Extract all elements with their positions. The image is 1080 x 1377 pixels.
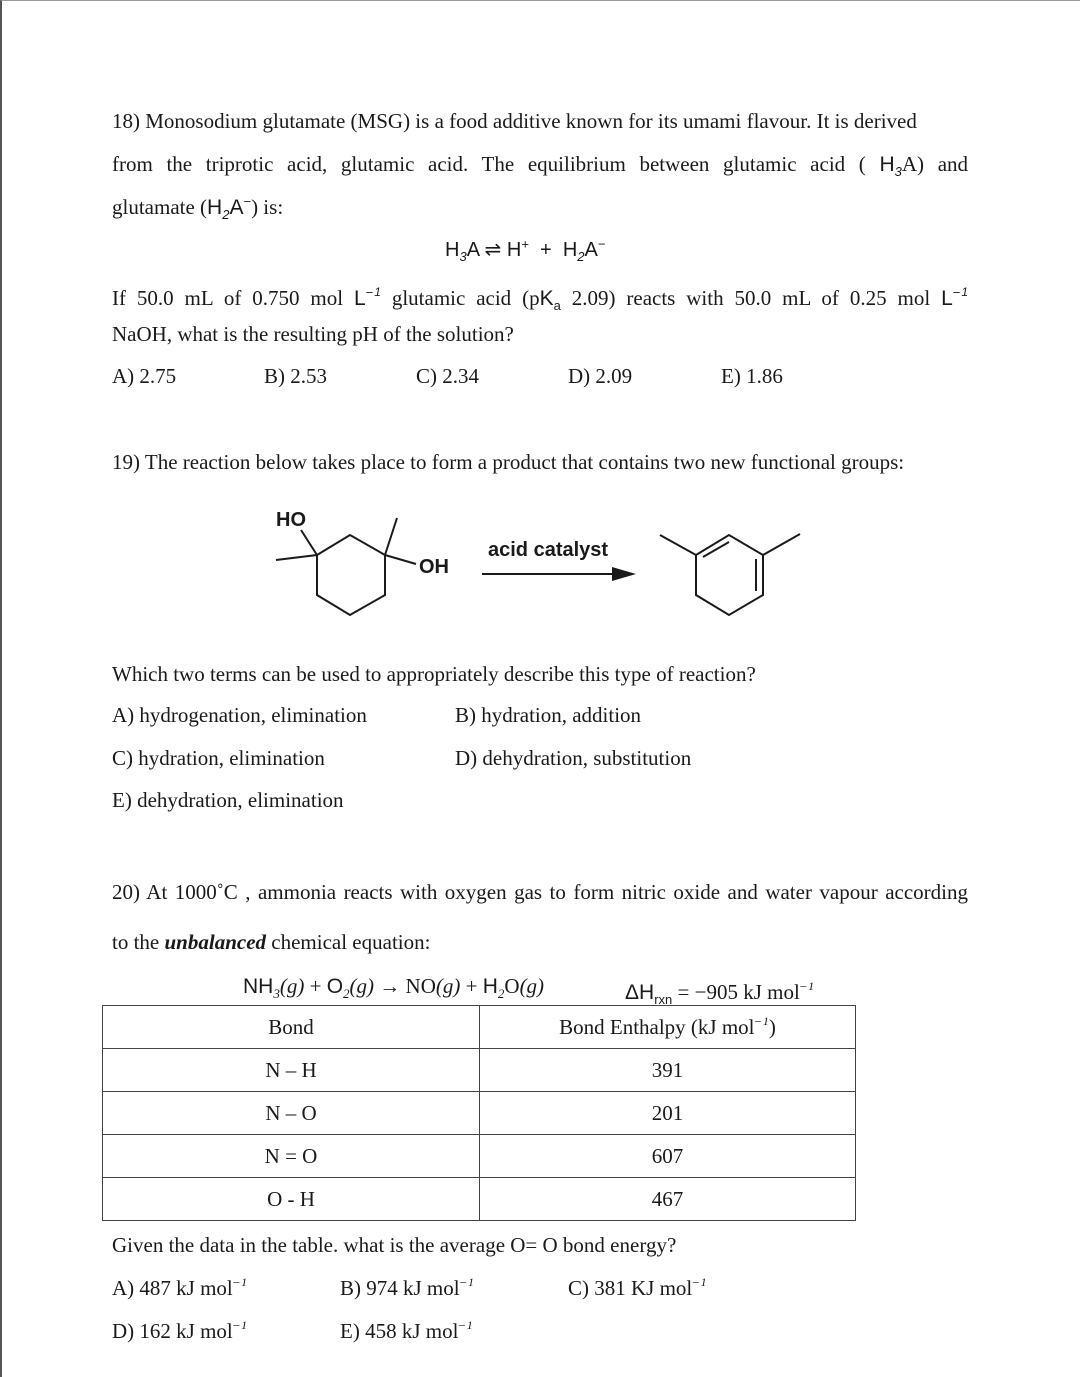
eq-right-sub: 2 bbox=[577, 249, 585, 264]
table-header-exp: − bbox=[754, 1014, 762, 1029]
eq-plus: + bbox=[540, 239, 552, 261]
formula-h2a-charge: − bbox=[243, 194, 252, 209]
opt-exp-one: 1 bbox=[241, 1275, 248, 1289]
bond-enthalpy-table bbox=[102, 1005, 856, 1221]
q18-line-2-end: and bbox=[937, 152, 969, 176]
unit-exp-sign: − bbox=[952, 285, 961, 300]
formula-h2a-h: H bbox=[207, 196, 223, 219]
eq-no: NO bbox=[405, 974, 436, 998]
q18-option-c: C) 2.34 bbox=[416, 364, 479, 388]
opt-exp: − bbox=[459, 1275, 467, 1290]
q20-enthalpy bbox=[625, 973, 814, 1006]
product-ring bbox=[696, 535, 763, 615]
unit-exp-sign: − bbox=[365, 285, 374, 300]
eq-left-h: H bbox=[445, 239, 460, 261]
bond-cell: N – O bbox=[103, 1092, 480, 1135]
table-row bbox=[103, 1049, 856, 1092]
q20-unbalanced-emphasis: unbalanced bbox=[164, 930, 267, 954]
q19-line-1: 19) The reaction below takes place to form a product that contains two new functional groups: bbox=[112, 450, 905, 474]
q20-question: Given the data in the table. what is the average O= O bond energy? bbox=[112, 1233, 677, 1257]
unit-l: L bbox=[941, 287, 953, 310]
formula-h2a-sub: 2 bbox=[222, 207, 230, 223]
label-acid-catalyst: acid catalyst bbox=[488, 539, 609, 561]
eq-nh3-state: (g) bbox=[279, 974, 305, 998]
q18-line-4-c: 2.09) reacts with 50.0 mL of 0.25 mol bbox=[571, 286, 931, 310]
table-row bbox=[103, 1135, 856, 1178]
eq-nh3-sub: 3 bbox=[273, 986, 280, 1002]
q18-option-a: A) 2.75 bbox=[112, 364, 177, 388]
q20-option-a bbox=[112, 1275, 247, 1301]
opt-exp: − bbox=[458, 1318, 466, 1333]
eq-proton: H bbox=[506, 239, 522, 261]
formula-h3a-sub: 3 bbox=[894, 164, 902, 180]
q20-option-d bbox=[112, 1318, 247, 1344]
formula-h3a-h: H bbox=[879, 153, 895, 176]
q19-option-c: C) hydration, elimination bbox=[112, 746, 325, 770]
bond-cell: N = O bbox=[103, 1135, 480, 1178]
q18-option-e: E) 1.86 bbox=[721, 364, 783, 388]
q18-line-3-end: ) is: bbox=[251, 195, 284, 219]
q20-line-2-post: chemical equation: bbox=[271, 930, 431, 954]
eq-o2-state: (g) bbox=[349, 974, 375, 998]
enthalpy-cell: 201 bbox=[480, 1092, 856, 1135]
product-methyl-left bbox=[660, 535, 696, 555]
q18-line-1: 18) Monosodium glutamate (MSG) is a food additive known for its umami flavour. It is derived bbox=[112, 109, 917, 133]
eq-arrow: → bbox=[379, 974, 401, 998]
opt-exp-one: 1 bbox=[466, 1318, 473, 1332]
delta-h-exp-one: 1 bbox=[808, 979, 815, 993]
reactant-oh-bond-right bbox=[385, 555, 416, 564]
table-header-exp-one: 1 bbox=[762, 1014, 769, 1028]
product-methyl-right bbox=[763, 534, 800, 555]
pka-k: K bbox=[539, 287, 554, 310]
table-header-enthalpy bbox=[480, 1006, 856, 1049]
eq-right-a: A bbox=[584, 239, 598, 261]
table-header-close: ) bbox=[768, 1015, 776, 1039]
reactant-oh-bond-left bbox=[301, 530, 317, 555]
q19-option-d: D) dehydration, substitution bbox=[455, 746, 692, 770]
opt-exp: − bbox=[232, 1275, 241, 1290]
eq-h2o-state: (g) bbox=[519, 974, 545, 998]
delta-h-value: = −905 kJ mol bbox=[677, 980, 800, 1004]
eq-o2: O bbox=[326, 975, 344, 998]
label-ho: HO bbox=[276, 509, 306, 531]
q20-line-2-pre: to the bbox=[112, 930, 160, 954]
q20-line-1: 20) At 1000˚C , ammonia reacts with oxygen gas to form nitric oxide and water vapour according bbox=[112, 880, 968, 904]
eq-h2o-sub: 2 bbox=[497, 986, 505, 1002]
unit-exp-one: 1 bbox=[961, 285, 969, 299]
q20-line-2 bbox=[112, 929, 430, 955]
delta-h: ΔH bbox=[625, 981, 655, 1004]
eq-left-sub: 3 bbox=[459, 249, 467, 264]
q20-option-c bbox=[568, 1275, 707, 1301]
q20-option-c-text: C) 381 KJ mol bbox=[568, 1276, 693, 1300]
opt-exp-one: 1 bbox=[241, 1318, 248, 1332]
reaction-arrow bbox=[482, 567, 636, 581]
reactant-methyl-bond-left bbox=[276, 555, 317, 560]
eq-h2o-h: H bbox=[482, 975, 498, 998]
q20-option-b-text: B) 974 kJ mol bbox=[340, 1276, 460, 1300]
enthalpy-cell: 467 bbox=[480, 1178, 856, 1221]
table-row bbox=[103, 1092, 856, 1135]
eq-no-state: (g) bbox=[435, 974, 461, 998]
formula-h3a-a: A) bbox=[901, 152, 925, 176]
delta-h-sub: rxn bbox=[654, 992, 673, 1008]
q18-option-b: B) 2.53 bbox=[264, 364, 327, 388]
opt-exp-one: 1 bbox=[467, 1275, 474, 1289]
unit-l: L bbox=[353, 287, 366, 310]
bond-cell: O - H bbox=[103, 1178, 480, 1221]
eq-plus-2: + bbox=[465, 974, 478, 998]
q18-line-5: NaOH, what is the resulting pH of the solution? bbox=[112, 322, 514, 346]
q19-option-a: A) hydrogenation, elimination bbox=[112, 703, 367, 727]
eq-o2-sub: 2 bbox=[343, 986, 350, 1002]
q18-option-d: D) 2.09 bbox=[568, 364, 633, 388]
q18-line-4-a: If 50.0 mL of 0.750 mol bbox=[112, 286, 344, 310]
eq-nh3: NH bbox=[243, 975, 274, 998]
opt-exp: − bbox=[692, 1275, 700, 1290]
eq-proton-charge: + bbox=[521, 236, 529, 252]
q18-line-4-b: glutamic acid (p bbox=[391, 286, 540, 310]
product-diene-structure bbox=[660, 534, 800, 615]
eq-left-a: A bbox=[466, 239, 479, 261]
equilibrium-arrow: ⇌ bbox=[484, 239, 502, 261]
eq-h2o-o: O bbox=[504, 974, 520, 998]
unit-exp-one: 1 bbox=[374, 285, 381, 299]
bond-cell: N – H bbox=[103, 1049, 480, 1092]
enthalpy-cell: 607 bbox=[480, 1135, 856, 1178]
q20-option-e bbox=[340, 1318, 473, 1344]
table-header-row bbox=[103, 1006, 856, 1049]
q20-option-e-text: E) 458 kJ mol bbox=[340, 1319, 459, 1343]
opt-exp-one: 1 bbox=[700, 1275, 707, 1289]
q20-option-d-text: D) 162 kJ mol bbox=[112, 1319, 233, 1343]
reactant-methyl-bond-right bbox=[385, 518, 397, 555]
formula-h2a-a: A bbox=[229, 196, 244, 219]
q18-line-2-text: from the triprotic acid, glutamic acid. The equilibrium between glutamic acid ( bbox=[112, 152, 866, 176]
table-row bbox=[103, 1178, 856, 1221]
q19-option-e: E) dehydration, elimination bbox=[112, 788, 344, 812]
q20-option-b bbox=[340, 1275, 474, 1301]
table-header-enthalpy-text: Bond Enthalpy (kJ mol bbox=[559, 1015, 755, 1039]
eq-plus-1: + bbox=[309, 974, 322, 998]
q19-question: Which two terms can be used to appropriately describe this type of reaction? bbox=[112, 662, 756, 686]
opt-exp: − bbox=[232, 1318, 241, 1333]
eq-right-h: H bbox=[562, 239, 578, 261]
delta-h-exp: − bbox=[799, 979, 808, 994]
reaction-scheme bbox=[0, 0, 1080, 640]
enthalpy-cell: 391 bbox=[480, 1049, 856, 1092]
table-header-bond: Bond bbox=[103, 1006, 480, 1049]
q18-line-3-text: glutamate ( bbox=[112, 195, 208, 219]
reactant-diol-structure bbox=[276, 518, 416, 615]
q19-option-b: B) hydration, addition bbox=[455, 703, 642, 727]
q20-chemical-equation bbox=[243, 973, 544, 1000]
label-oh: OH bbox=[419, 556, 449, 578]
q20-option-a-text: A) 487 kJ mol bbox=[112, 1276, 233, 1300]
eq-right-charge: − bbox=[597, 236, 606, 252]
pka-sub: a bbox=[553, 298, 561, 314]
reactant-cyclohexane-ring bbox=[317, 535, 385, 615]
